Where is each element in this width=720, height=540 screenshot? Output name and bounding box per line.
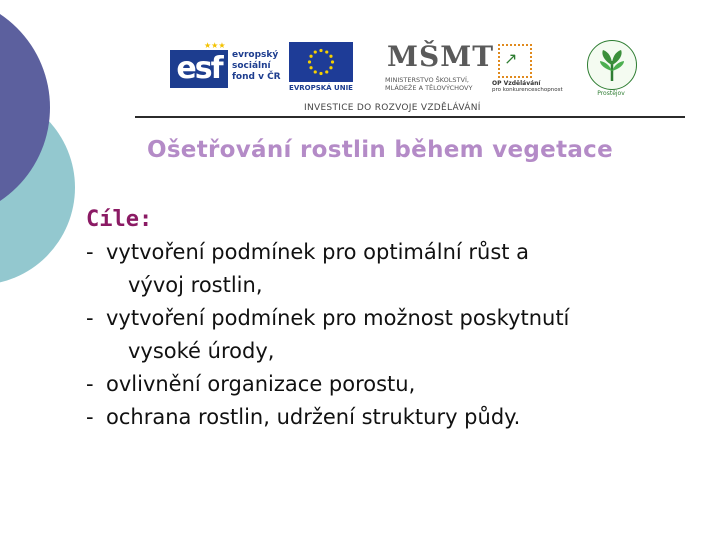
goal-text: ochrana rostlin, udržení struktury půdy. xyxy=(106,405,521,429)
msmt-line: MLÁDEŽE A TĚLOVÝCHOVY xyxy=(385,84,473,92)
dash-marker: - xyxy=(86,306,94,330)
esf-line: fond v ČR xyxy=(232,72,281,82)
slide-content xyxy=(86,203,706,434)
header-divider xyxy=(135,116,685,118)
eu-stars-icon xyxy=(307,48,335,76)
msmt-mark: MŠMT xyxy=(387,40,495,73)
goal-text: vytvoření podmínek pro možnost poskytnutí xyxy=(106,306,570,330)
eu-flag-icon xyxy=(289,42,353,82)
plant-icon xyxy=(588,41,636,89)
logo-strip xyxy=(165,38,655,100)
goal-continuation: vysoké úrody, xyxy=(128,339,275,363)
op-line: OP Vzdělávání xyxy=(492,80,541,87)
esf-line: evropský xyxy=(232,50,279,60)
school-logo xyxy=(583,38,639,100)
slide-title: Ošetřování rostlin během vegetace xyxy=(146,137,614,163)
op-logo xyxy=(490,40,570,96)
op-line: pro konkurenceschopnost xyxy=(492,87,563,93)
investice-banner: INVESTICE DO ROZVOJE VZDĚLÁVÁNÍ xyxy=(304,103,481,113)
eu-logo xyxy=(287,40,355,96)
msmt-logo xyxy=(385,40,495,96)
esf-text xyxy=(232,50,282,83)
dash-marker: - xyxy=(86,405,94,429)
school-label: Prostějov xyxy=(597,90,625,97)
esf-mark: esf xyxy=(170,50,228,88)
esf-line: sociální xyxy=(232,61,271,71)
dash-marker: - xyxy=(86,372,94,396)
goal-continuation: vývoj rostlin, xyxy=(128,273,263,297)
goals-label: Cíle: xyxy=(86,207,153,232)
goal-item xyxy=(86,236,706,302)
dash-marker: - xyxy=(86,240,94,264)
school-emblem-icon xyxy=(587,40,637,90)
goal-item xyxy=(86,302,706,368)
esf-stars-icon: ★★★ xyxy=(204,41,226,50)
goal-item xyxy=(86,368,706,401)
goal-text: vytvoření podmínek pro optimální růst a xyxy=(106,240,530,264)
op-arrow-icon: ↗ xyxy=(504,49,518,68)
msmt-line: MINISTERSTVO ŠKOLSTVÍ, xyxy=(385,76,469,84)
eu-label: EVROPSKÁ UNIE xyxy=(289,84,353,92)
esf-logo xyxy=(170,40,280,96)
goal-text: ovlivnění organizace porostu, xyxy=(106,372,416,396)
goal-item xyxy=(86,401,706,434)
